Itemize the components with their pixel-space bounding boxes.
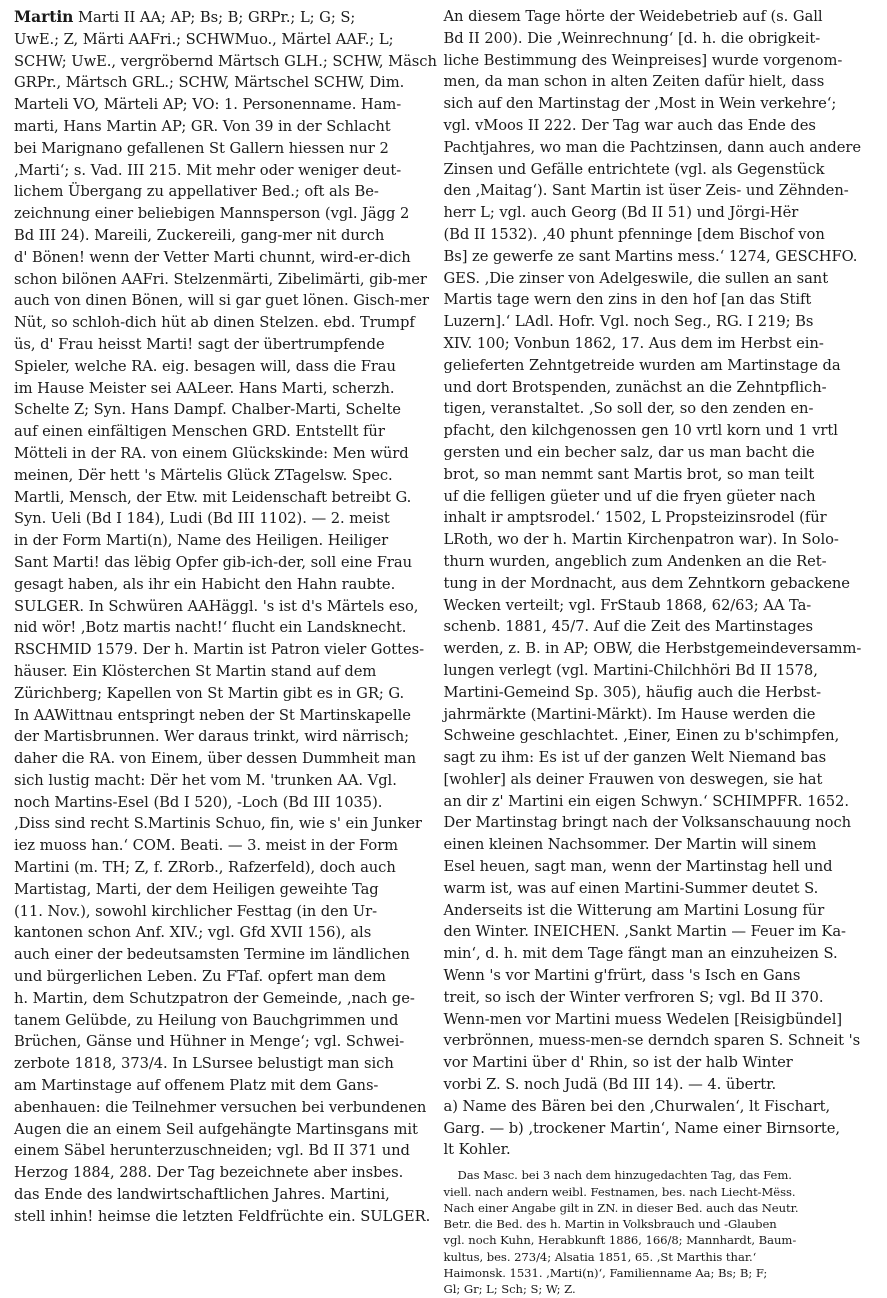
text-line: Der Martinstag bringt nach der Volksanschauung noch: [443, 814, 852, 832]
text-line: a) Name des Bären bei den ‚Churwalen‘, lt Fischart,: [443, 1097, 831, 1115]
text-line: liche Bestimmung des Weinpreises] wurde vorgenom-: [443, 51, 843, 69]
text-line: in der Form Marti(n), Name des Heiligen. Heiliger: [14, 532, 389, 550]
text-line: Martli, Mensch, der Etw. mit Leidenschaft betreibt G.: [14, 488, 412, 506]
text-line: kantonen schon Anf. XIV.; vgl. Gfd XVII 156), als: [14, 924, 372, 942]
text-line: In AAWittnau entspringt neben der St Martinskapelle: [14, 706, 411, 724]
text-line: Martis tage wern den zins in den hof [an das Stift: [443, 291, 812, 309]
text-line: gersten und ein becher salz, dar us man bacht die: [443, 443, 815, 461]
text-line: iez muoss han.‘ COM. Beati. — 3. meist in der Form: [14, 837, 399, 855]
text-line: Zinsen und Gefälle entrichtete (vgl. als Gegenstück: [443, 160, 825, 178]
text-line: vorbi Z. S. noch Judä (Bd III 14). — 4. übertr.: [443, 1076, 777, 1094]
text-line: An diesem Tage hörte der Weidebetrieb auf (s. Gall: [443, 8, 823, 25]
text-line: SCHW; UwE., vergröbernd Märtsch GLH.; SCHW, Mäsch: [14, 52, 437, 70]
text-line: noch Martins-Esel (Bd I 520), -Loch (Bd III 1035).: [14, 793, 383, 811]
text-line: verbrönnen, muess-men-se derndch sparen S. Schneit 's: [443, 1032, 861, 1050]
text-line: thurn wurden, angeblich zum Andenken an die Ret-: [443, 552, 827, 570]
text-line: LRoth, wo der h. Martin Kirchenpatron war). In Solo-: [443, 531, 839, 549]
text-line: lt Kohler.: [443, 1141, 511, 1159]
text-line: Bs] ze gewerfe ze sant Martins mess.‘ 1274, GESCHFO.: [443, 247, 858, 265]
text-line: vor Martini über d' Rhin, so ist der halb Winter: [443, 1054, 793, 1072]
text-line: einen kleinen Nachsommer. Der Martin will sinem: [443, 836, 817, 854]
text-line: [wohler] als deiner Frauwen von deswegen, sie hat: [443, 770, 823, 788]
text-line: marti, Hans Martin AP; GR. Von 39 in der Schlacht: [14, 117, 391, 135]
text-line: herr L; vgl. auch Georg (Bd II 51) und Jörgi-Hër: [443, 204, 799, 222]
text-line: schon bilönen AAFri. Stelzenmärti, Zibelimärti, gib-mer: [14, 270, 427, 288]
text-line: Esel heuen, sagt man, wenn der Martinstag hell und: [443, 858, 833, 876]
text-line: Schelte Z; Syn. Hans Dampf. Chalber-Marti, Schelte: [14, 401, 401, 419]
text-line: meinen, Dër hett 's Märtelis Glück ZTagelsw. Spec.: [14, 466, 393, 484]
text-line: und dort Brotspenden, zunächst an die Zehntpflich-: [443, 378, 827, 396]
text-line: lungen verlegt (vgl. Martini-Chilchhöri Bd II 1578,: [443, 661, 818, 679]
text-line: gesagt haben, als ihr ein Habicht den Hahn raubte.: [14, 575, 396, 593]
text-line: GES. ‚Die zinser von Adelgeswile, die sullen an sant: [443, 269, 829, 287]
text-line: d' Bönen! wenn der Vetter Marti chunnt, wird-er-dich: [14, 248, 411, 266]
text-line: uf die felligen güeter und uf die fryen güeter nach: [443, 487, 816, 505]
text-line: üs, d' Frau heisst Marti! sagt der übertrumpfende: [14, 335, 385, 353]
text-line: Marteli VO, Märteli AP; VO: 1. Personenname. Ham-: [14, 96, 402, 114]
text-line: den Winter. INEICHEN. ‚Sankt Martin — Feuer im Ka-: [443, 923, 846, 941]
text-line: zerbote 1818, 373/4. In LSursee belustigt man sich: [14, 1055, 394, 1073]
text-line: stell inhin! heimse die letzten Feldfrüchte ein. SULGER.: [14, 1207, 431, 1225]
text-line: GRPr., Märtsch GRL.; SCHW, Märtschel SCHW, Dim.: [14, 74, 405, 92]
text-line: Herzog 1884, 288. Der Tag bezeichnete aber insbes.: [14, 1164, 404, 1182]
text-line: der Martisbrunnen. Wer daraus trinkt, wird närrisch;: [14, 728, 410, 746]
left-column: [14, 6, 444, 1225]
footnote-line: vgl. noch Kuhn, Herabkunft 1886, 166/8; Mannhardt, Baum-: [443, 1233, 797, 1248]
text-line: men, da man schon in alten Zeiten dafür hielt, dass: [443, 73, 825, 91]
text-line: sagt zu ihm: Es ist uf der ganzen Welt Niemand bas: [443, 749, 827, 767]
text-line: Bd II 200). Die ‚Weinrechnung‘ [d. h. die obrigkeit-: [443, 29, 821, 47]
text-line: Spieler, welche RA. eig. besagen will, dass die Frau: [14, 357, 396, 375]
text-line: das Ende des landwirtschaftlichen Jahres. Martini,: [14, 1186, 390, 1204]
text-line: nid wör! ‚Botz martis nacht!‘ flucht ein Landsknecht.: [14, 619, 407, 637]
text-line: ‚Marti‘; s. Vad. III 215. Mit mehr oder weniger deut-: [14, 161, 402, 179]
text-line: den ‚Maitag‘). Sant Martin ist üser Zeis- und Zëhnden-: [443, 182, 849, 200]
text-line: Schweine geschlachtet. ‚Einer, Einen zu b'schimpfen,: [443, 727, 840, 745]
footnote-line: Das Masc. bei 3 nach dem hinzugedachten Tag, das Fem.: [457, 1168, 792, 1183]
text-line: an dir z' Martini ein eigen Schwyn.‘ SCHIMPFR. 1652.: [443, 792, 849, 810]
text-line: tigen, veranstaltet. ‚So soll der, so den zenden en-: [443, 400, 814, 418]
text-line: sich lustig macht: Dër het vom M. 'trunken AA. Vgl.: [14, 771, 397, 789]
text-line: abenhauen: die Teilnehmer versuchen bei verbundenen: [14, 1098, 427, 1116]
text-line: zeichnung einer beliebigen Mannsperson (vgl. Jägg 2: [14, 205, 410, 223]
text-line: häuser. Ein Klösterchen St Martin stand auf dem: [14, 662, 377, 680]
text-line: tung in der Mordnacht, aus dem Zehntkorn gebackene: [443, 574, 850, 592]
text-line: bei Marignano gefallenen St Gallern hiessen nur 2: [14, 139, 389, 157]
text-line: inhalt ir amptsrodel.‘ 1502, L Propsteizinsrodel (für: [443, 509, 827, 527]
text-line: XIV. 100; Vonbun 1862, 17. Aus dem im Herbst ein-: [443, 334, 824, 352]
text-line: pfacht, den kilchgenossen gen 10 vrtl korn und 1 vrtl: [443, 422, 838, 440]
text-line: Sant Marti! das lëbig Opfer gib-ich-der, soll eine Frau: [14, 553, 413, 571]
text-line: SULGER. In Schwüren AAHäggl. 's ist d's Märtels eso,: [14, 597, 419, 615]
text-line: sich auf den Martinstag der ‚Most in Wein verkehre‘;: [443, 95, 837, 113]
text-line: daher die RA. von Einem, über dessen Dummheit man: [14, 750, 417, 768]
text-line: Zürichberg; Kapellen von St Martin gibt es in GR; G.: [14, 684, 405, 702]
text-line: Wenn 's vor Martini g'frürt, dass 's Isch en Gans: [443, 967, 801, 985]
text-line: am Martinstage auf offenem Platz mit dem Gans-: [14, 1077, 379, 1095]
footnote-line: kultus, bes. 273/4; Alsatia 1851, 65. ‚St Marthis thar.‘: [443, 1249, 757, 1264]
text-line: Anderseits ist die Witterung am Martini Losung für: [443, 901, 825, 919]
text-line: Mötteli in der RA. von einem Glückskinde: Men würd: [14, 444, 409, 462]
text-line: brot, so man nemmt sant Martis brot, so man teilt: [443, 465, 815, 483]
text-line: auch von dinen Bönen, will si gar guet lönen. Gisch-mer: [14, 292, 430, 310]
text-line: Pachtjahres, wo man die Pachtzinsen, dann auch andere: [443, 138, 861, 156]
text-line: werden, z. B. in AP; OBW, die Herbstgemeindeversamm-: [443, 640, 862, 658]
text-line: RSCHMID 1579. Der h. Martin ist Patron vieler Gottes-: [14, 641, 425, 659]
text-line: (11. Nov.), sowohl kirchlicher Festtag (in den Ur-: [14, 902, 378, 920]
footnote-line: Nach einer Angabe gilt in ZN. in dieser Bed. auch das Neutr.: [443, 1200, 799, 1215]
footnote-line: viell. nach andern weibl. Festnamen, bes. nach Liecht-Mëss.: [443, 1184, 796, 1199]
text-line: (Bd II 1532). ‚40 phunt pfenninge [dem Bischof von: [443, 225, 825, 243]
text-line: Martini-Gemeind Sp. 305), häufig auch die Herbst-: [443, 683, 821, 701]
text-line: UwE.; Z, Märti AAFri.; SCHWMuo., Märtel AAF.; L;: [14, 30, 394, 48]
text-line: warm ist, was auf einen Martini-Summer deutet S.: [443, 879, 819, 897]
text-line: jahrmärkte (Martini-Märkt). Im Hause werden die: [443, 705, 816, 723]
text-line: Luzern].‘ LAdl. Hofr. Vgl. noch Seg., RG. I 219; Bs: [443, 313, 814, 331]
text-line: im Hause Meister sei AALeer. Hans Marti, scherzh.: [14, 379, 395, 397]
text-line: ‚Diss sind recht S.Martinis Schuo, fin, wie s' ein Junker: [14, 815, 422, 833]
text-line: lichem Übergang zu appellativer Bed.; oft als Be-: [14, 183, 379, 201]
text-line: vgl. vMoos II 222. Der Tag war auch das Ende des: [443, 116, 816, 134]
text-line: tanem Gelübde, zu Heilung von Bauchgrimmen und: [14, 1011, 399, 1029]
text-line: min‘, d. h. mit dem Tage fängt man an einzuheizen S.: [443, 945, 838, 963]
text-line: Wenn-men vor Martini muess Wedelen [Reisigbündel]: [443, 1010, 843, 1028]
text-line: treit, so isch der Winter verfroren S; vgl. Bd II 370.: [443, 988, 824, 1006]
text-line: h. Martin, dem Schutzpatron der Gemeinde, ‚nach ge-: [14, 989, 415, 1007]
text-line: Garg. — b) ‚trockener Martin‘, Name einer Birnsorte,: [443, 1119, 841, 1137]
footnote-line: Betr. die Bed. des h. Martin in Volksbrauch und -Glauben: [443, 1217, 777, 1232]
text-columns: [14, 6, 873, 1297]
text-line: einem Säbel herunterzuschneiden; vgl. Bd II 371 und: [14, 1142, 410, 1160]
text-line: auf einen einfältigen Menschen GRD. Entstellt für: [14, 423, 385, 441]
text-line: Brüchen, Gänse und Hühner in Menge‘; vgl. Schwei-: [14, 1033, 405, 1051]
text-line: gelieferten Zehntgetreide wurden am Martinstage da: [443, 356, 841, 374]
right-column: [443, 6, 874, 1297]
text-line: Martistag, Marti, der dem Heiligen geweihte Tag: [14, 880, 379, 898]
text-line: Marti II AA; AP; Bs; B; GRPr.; L; G; S;: [73, 9, 356, 26]
entry-first-line: [14, 6, 444, 29]
footnote-line: Gl; Gr; L; Sch; S; W; Z.: [443, 1282, 576, 1297]
text-line: schenb. 1881, 45/7. Auf die Zeit des Martinstages: [443, 618, 814, 636]
text-line: Nüt, so schloh-dich hüt ab dinen Stelzen. ebd. Trumpf: [14, 314, 415, 332]
headword: Martin: [14, 7, 74, 26]
text-line: Bd III 24). Mareili, Zuckereili, gang-mer nit durch: [14, 226, 385, 244]
text-line: auch einer der bedeutsamsten Termine im ländlichen: [14, 946, 410, 964]
text-line: Syn. Ueli (Bd I 184), Ludi (Bd III 1102). — 2. meist: [14, 510, 390, 528]
text-line: Martini (m. TH; Z, f. ZRorb., Rafzerfeld), doch auch: [14, 859, 396, 877]
text-line: Augen die an einem Seil aufgehängte Martinsgans mit: [14, 1120, 418, 1138]
footnote-line: Haimonsk. 1531. ‚Marti(n)‘, Familienname Aa; Bs; B; F;: [443, 1266, 768, 1281]
text-line: und bürgerlichen Leben. Zu FTaf. opfert man dem: [14, 968, 386, 986]
text-line: Wecken verteilt; vgl. FrStaub 1868, 62/63; AA Ta-: [443, 596, 812, 614]
